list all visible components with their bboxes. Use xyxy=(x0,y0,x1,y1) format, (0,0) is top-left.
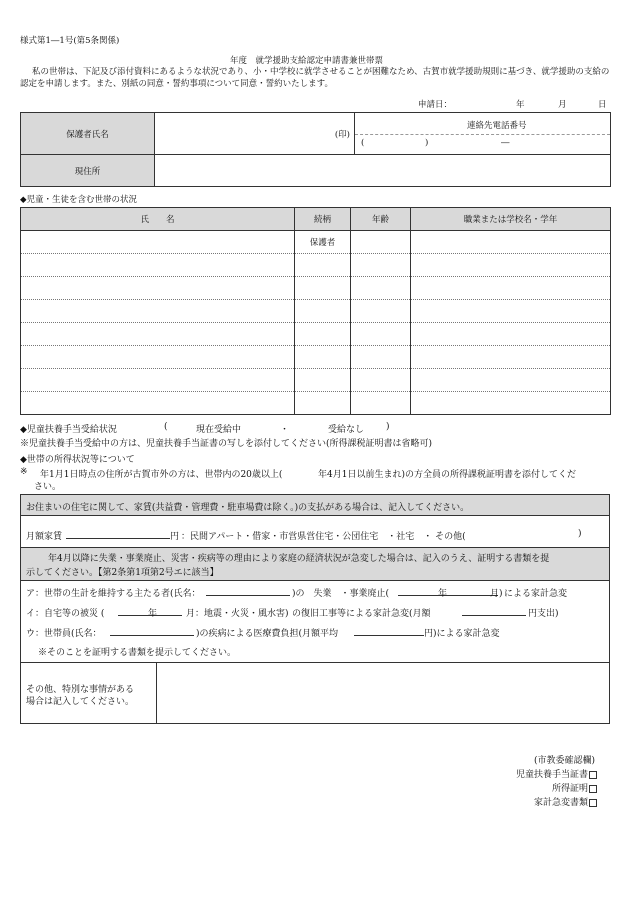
household-cell-job[interactable] xyxy=(411,323,611,346)
allowance-option-none[interactable]: 受給なし xyxy=(328,425,365,435)
phone-cell[interactable] xyxy=(355,113,611,155)
table-row xyxy=(21,254,611,277)
household-cell-job[interactable] xyxy=(411,369,611,392)
sudden-c-label: ウ：世帯員(氏名： xyxy=(26,629,102,639)
table-row xyxy=(21,323,611,346)
allowance-separator: ・ xyxy=(280,425,290,435)
col-age-header: 年齢 xyxy=(351,208,411,231)
income-note-mark: ※ xyxy=(20,467,28,477)
household-cell-job[interactable] xyxy=(411,254,611,277)
income-note-a: 年1月1日時点の住所が古賀市外の方は、世帯内の20歳以上( xyxy=(40,470,283,480)
household-cell-relation[interactable] xyxy=(295,300,351,323)
household-cell-job[interactable] xyxy=(411,346,611,369)
address-label: 現住所 xyxy=(21,155,155,187)
allowance-title: ◆児童扶養手当受給状況 xyxy=(20,425,117,435)
household-table xyxy=(20,207,611,415)
col-name-header: 氏 名 xyxy=(21,208,295,231)
sudden-header-a: 年4月以降に失業・事業廃止、災害・疾病等の理由により家庭の経済状況が急変した場合は、記入のうえ、証明する書類を提 xyxy=(48,554,550,564)
sudden-b-mid: の復旧工事等による家計急変(月額 xyxy=(292,609,431,619)
date-year: 年 xyxy=(516,100,525,110)
other-label-a: その他、特別な事情がある xyxy=(26,685,135,695)
guardian-name-field[interactable] xyxy=(155,113,355,155)
date-label: 申請日： xyxy=(418,100,453,110)
allowance-close: ) xyxy=(386,422,390,432)
income-note-b: 年4月1日以前生まれ)の方全員の所得課税証明書を添付してくだ xyxy=(318,470,576,480)
household-cell-relation[interactable] xyxy=(295,323,351,346)
household-cell-name[interactable] xyxy=(21,346,295,369)
phone-open: ( xyxy=(361,138,365,148)
sudden-b-year: 年 xyxy=(148,609,158,619)
household-cell-job[interactable] xyxy=(411,231,611,254)
household-cell-job[interactable] xyxy=(411,392,611,415)
household-section-title: ◆児童・生徒を含む世帯の状況 xyxy=(20,195,138,205)
office-item-sudden[interactable] xyxy=(534,795,597,808)
guardian-table xyxy=(20,112,611,187)
rent-header: お住まいの住宅に関して、家賃(共益費・管理費・駐車場費は除く。)の支払がある場合は、記入してください。 xyxy=(26,503,470,513)
sudden-a-name-field[interactable] xyxy=(206,586,290,596)
sudden-a-year: 年 xyxy=(438,589,448,599)
sudden-note: ※そのことを証明する書類を提示してください。 xyxy=(38,648,237,658)
table-row xyxy=(21,277,611,300)
allowance-note: ※児童扶養手当受給中の方は、児童扶養手当証書の写しを添付してください(所得課税証明書は省略可) xyxy=(20,439,433,449)
office-check-title: (市教委確認欄) xyxy=(534,756,596,766)
guardian-name-label: 保護者氏名 xyxy=(21,113,155,155)
office-item-allowance-label: 児童扶養手当証書 xyxy=(516,770,589,780)
household-cell-age[interactable] xyxy=(351,346,411,369)
household-cell-age[interactable] xyxy=(351,231,411,254)
rent-types[interactable]: ：民間アパート・借家・市営県営住宅・公団住宅 ・社宅 ・ その他( xyxy=(181,532,466,542)
household-cell-relation[interactable]: 保護者 xyxy=(295,231,351,254)
form-number: 様式第1―1号(第5条関係) xyxy=(20,36,120,46)
table-row xyxy=(21,392,611,415)
phone-dash: ― xyxy=(501,138,510,148)
household-cell-name[interactable] xyxy=(21,323,295,346)
sudden-c-amount-field[interactable] xyxy=(354,626,424,636)
household-cell-age[interactable] xyxy=(351,254,411,277)
checkbox-icon[interactable] xyxy=(589,785,597,793)
household-cell-relation[interactable] xyxy=(295,369,351,392)
checkbox-icon[interactable] xyxy=(589,799,597,807)
sudden-header-b: 示してください。【第2条第1項第2号エに該当】 xyxy=(26,568,219,578)
table-row xyxy=(21,369,611,392)
sudden-c-end: 円)による家計急変 xyxy=(424,629,500,639)
phone-close: ) xyxy=(425,138,429,148)
office-item-income-label: 所得証明 xyxy=(552,784,589,794)
intro-text: 私の世帯は、下記及び添付資料にあるような状況であり、小・中学校に就学させることが困難なため、古賀市就学援助規則に基づき、就学援助の支給の認定を申請します。また、別紙の同意・誓約事項について同意・誓約いたします。 xyxy=(20,67,610,89)
sudden-a-end: による家計急変 xyxy=(504,589,568,599)
household-cell-job[interactable] xyxy=(411,300,611,323)
table-row xyxy=(21,346,611,369)
sudden-a-mid[interactable]: )の 失業 ・事業廃止( xyxy=(292,589,390,599)
household-cell-name[interactable] xyxy=(21,369,295,392)
table-row xyxy=(21,300,611,323)
household-cell-name[interactable] xyxy=(21,231,295,254)
office-item-income[interactable] xyxy=(552,781,597,794)
rent-monthly-label: 月額家賃 xyxy=(26,532,63,542)
date-month: 月 xyxy=(558,100,567,110)
household-cell-name[interactable] xyxy=(21,277,295,300)
sudden-c-mid: )の疾病による医療費負担(月額平均 xyxy=(196,629,339,639)
date-day: 日 xyxy=(598,100,607,110)
sudden-c-name-field[interactable] xyxy=(110,626,194,636)
sudden-a-date-field[interactable] xyxy=(398,586,498,596)
household-cell-age[interactable] xyxy=(351,369,411,392)
household-cell-job[interactable] xyxy=(411,277,611,300)
household-cell-name[interactable] xyxy=(21,300,295,323)
household-cell-relation[interactable] xyxy=(295,346,351,369)
sudden-a-month: 月) xyxy=(490,589,503,599)
checkbox-icon[interactable] xyxy=(589,771,597,779)
household-rows xyxy=(21,231,611,415)
household-cell-relation[interactable] xyxy=(295,392,351,415)
sudden-b-month[interactable]: 月：地震・火災・風水害) xyxy=(186,609,289,619)
household-cell-relation[interactable] xyxy=(295,254,351,277)
income-title: ◆世帯の所得状況等について xyxy=(20,455,135,465)
sudden-a-label: ア：世帯の生計を維持する主たる者(氏名： xyxy=(26,589,201,599)
income-note-c: さい。 xyxy=(34,482,62,492)
phone-label: 連絡先電話番号 xyxy=(467,121,527,131)
household-cell-age[interactable] xyxy=(351,300,411,323)
household-cell-age[interactable] xyxy=(351,392,411,415)
office-item-sudden-label: 家計急変書類 xyxy=(534,798,589,808)
page-title: 年度 就学援助支給認定申請書兼世帯票 xyxy=(230,56,384,66)
household-cell-age[interactable] xyxy=(351,323,411,346)
seal-mark: (印) xyxy=(334,129,350,140)
col-relation-header: 続柄 xyxy=(295,208,351,231)
rent-types-close: ) xyxy=(578,529,582,539)
other-label-b: 場合は記入してください。 xyxy=(26,697,135,707)
sudden-b-amount-field[interactable] xyxy=(462,606,526,616)
rent-amount-field[interactable] xyxy=(66,529,170,539)
household-cell-name[interactable] xyxy=(21,254,295,277)
rent-yen: 円 xyxy=(170,532,180,542)
household-cell-name[interactable] xyxy=(21,392,295,415)
allowance-option-receiving[interactable]: 現在受給中 xyxy=(196,425,242,435)
sudden-b-label: イ：自宅等の被災 ( xyxy=(26,609,105,619)
office-item-allowance[interactable] xyxy=(516,767,597,780)
household-cell-age[interactable] xyxy=(351,277,411,300)
allowance-open: ( xyxy=(164,422,168,432)
household-cell-relation[interactable] xyxy=(295,277,351,300)
col-job-header: 職業または学校名・学年 xyxy=(411,208,611,231)
address-field[interactable] xyxy=(155,155,611,187)
sudden-b-end: 円支出) xyxy=(528,609,559,619)
other-circumstances-field[interactable] xyxy=(158,664,608,722)
table-row xyxy=(21,231,611,254)
